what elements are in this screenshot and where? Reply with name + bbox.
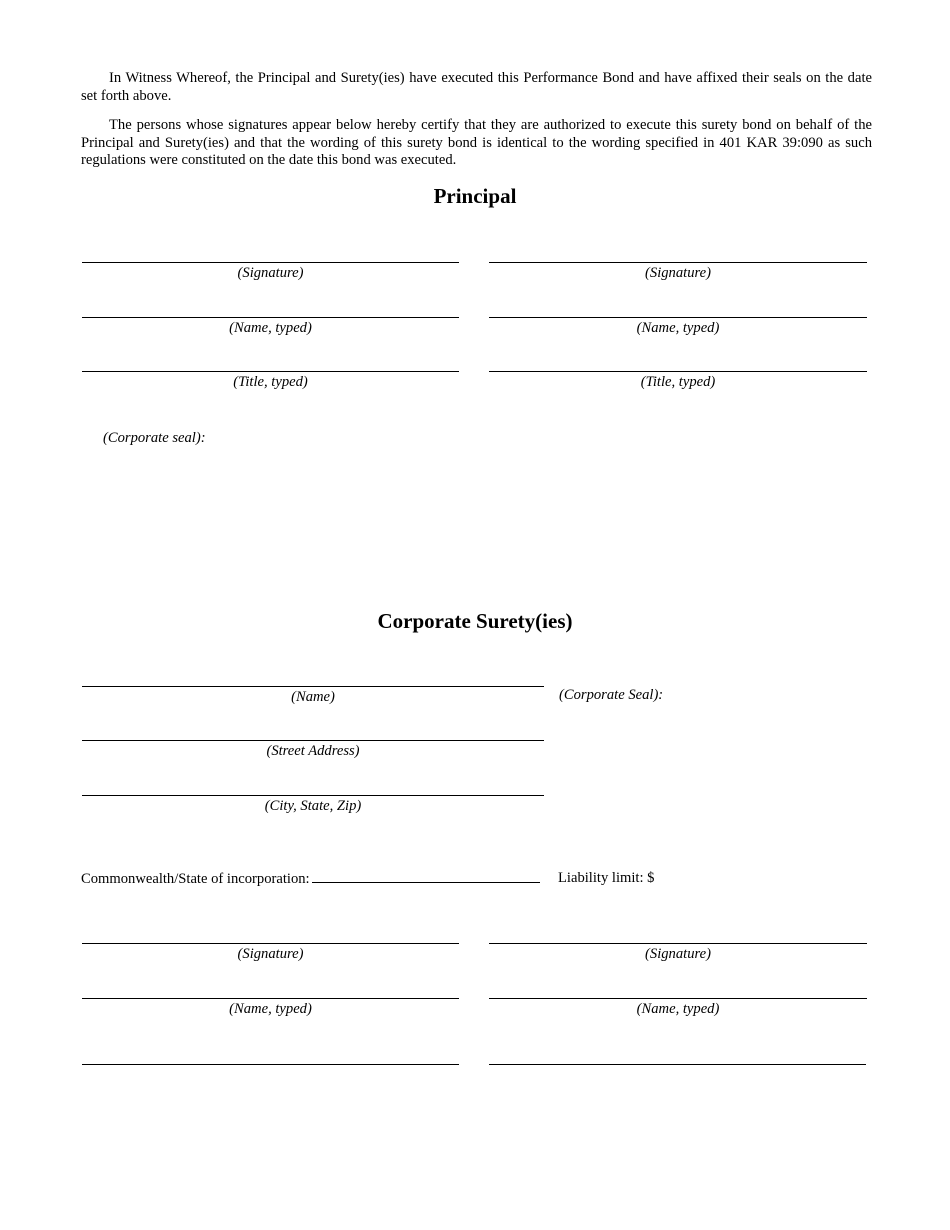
principal-title-field-right[interactable] — [489, 371, 867, 390]
incorporation-blank[interactable] — [312, 870, 540, 883]
principal-signature-field-left[interactable] — [82, 262, 459, 281]
city-line — [82, 795, 544, 796]
name-label: (Name, typed) — [636, 1001, 720, 1017]
witness-paragraph: In Witness Whereof, the Principal and Surety(ies) have executed this Performance Bond and have affixed their seals on the date set forth above. — [81, 70, 872, 104]
signature-label: (Signature) — [645, 265, 711, 281]
surety-city-field[interactable] — [82, 795, 544, 814]
city-label: (City, State, Zip) — [264, 798, 362, 814]
surety-signature-field-right[interactable] — [489, 943, 867, 962]
principal-corporate-seal-label: (Corporate seal): — [103, 430, 206, 446]
name-label: (Name, typed) — [229, 1001, 312, 1017]
title-label: (Title, typed) — [640, 374, 716, 390]
principal-name-field-left[interactable] — [82, 317, 459, 336]
title-line — [489, 371, 867, 372]
surety-extra-line-left[interactable] — [82, 1064, 459, 1065]
certify-paragraph: The persons whose signatures appear below hereby certify that they are authorized to execute this surety bond on behalf of the Principal and Surety(ies) and that the wording of this surety bond is identical to the wording specified in 401 KAR 39:090 as such regulations were constituted on the date this bond was executed. — [81, 117, 872, 169]
principal-name-field-right[interactable] — [489, 317, 867, 336]
signature-label: (Signature) — [237, 265, 304, 281]
incorporation-row — [81, 870, 540, 887]
signature-line — [489, 943, 867, 944]
name-line — [489, 998, 867, 999]
principal-title-field-left[interactable] — [82, 371, 459, 390]
surety-signature-field-left[interactable] — [82, 943, 459, 962]
street-label: (Street Address) — [266, 743, 360, 759]
signature-line — [489, 262, 867, 263]
surety-name-field[interactable] — [82, 686, 544, 705]
surety-extra-line-right[interactable] — [489, 1064, 866, 1065]
title-label: (Title, typed) — [233, 374, 308, 390]
principal-heading: Principal — [433, 184, 517, 208]
signature-label: (Signature) — [237, 946, 304, 962]
name-line — [489, 317, 867, 318]
signature-line — [82, 943, 459, 944]
title-line — [82, 371, 459, 372]
name-label: (Name) — [291, 689, 335, 705]
incorporation-label: Commonwealth/State of incorporation: — [81, 871, 310, 887]
surety-name-typed-field-left[interactable] — [82, 998, 459, 1017]
surety-heading: Corporate Surety(ies) — [377, 609, 573, 633]
surety-corporate-seal-label: (Corporate Seal): — [559, 687, 664, 703]
name-label: (Name, typed) — [229, 320, 312, 336]
name-line — [82, 998, 459, 999]
name-line — [82, 317, 459, 318]
principal-signature-field-right[interactable] — [489, 262, 867, 281]
signature-label: (Signature) — [645, 946, 711, 962]
surety-name-typed-field-right[interactable] — [489, 998, 867, 1017]
name-label: (Name, typed) — [636, 320, 720, 336]
street-line — [82, 740, 544, 741]
name-line — [82, 686, 544, 687]
liability-limit-label[interactable]: Liability limit: $ — [558, 870, 655, 886]
surety-street-field[interactable] — [82, 740, 544, 759]
signature-line — [82, 262, 459, 263]
